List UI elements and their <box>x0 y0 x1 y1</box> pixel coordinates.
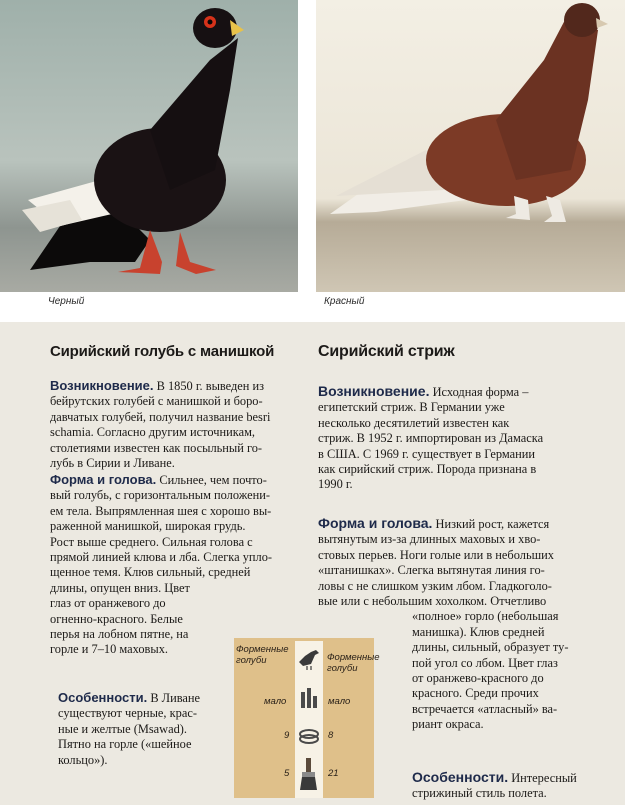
right-form-line: «полное» горло (небольшая <box>412 609 559 624</box>
right-origin-line: египетский стриж. В Германии уже <box>318 400 505 415</box>
left-form-label: Форма и голова. <box>50 472 157 487</box>
tower-icon <box>301 688 317 708</box>
left-origin-line: столетиями известен как посыльный го- <box>50 440 263 455</box>
left-form-line: ем тела. Выпрямленная шея с хорошо вы- <box>50 503 272 518</box>
right-origin-label: Возникновение. <box>318 383 430 399</box>
right-form-line: длины, сильный, образует ту- <box>412 640 569 655</box>
right-form-line: красного. Среди прочих <box>412 686 539 701</box>
right-features-line: Интересный <box>508 771 577 785</box>
black-pigeon-photo <box>0 0 298 292</box>
left-origin-line: давчатых голубей, получил название besri <box>50 409 271 424</box>
brush-icon <box>300 758 317 790</box>
right-features-label: Особенности. <box>412 769 509 785</box>
left-origin-label: Возникновение. <box>50 378 154 393</box>
box-right-label: Форменные голуби <box>327 652 380 674</box>
right-form-line: риант окраса. <box>412 717 484 732</box>
right-form-line: пой угол со лбом. Цвет глаз <box>412 655 558 670</box>
left-form-line: перья на лобном пятне, на <box>50 627 189 642</box>
box-row-right: 21 <box>328 768 339 779</box>
left-features-line: кольцо»). <box>58 752 108 767</box>
box-left-label: Форменные голуби <box>236 644 289 666</box>
left-form-line: огненно-красного. Белые <box>50 611 183 626</box>
left-form-line: Рост выше среднего. Сильная голова с <box>50 534 253 549</box>
left-form-line: прямой линией клюва и лба. Слегка упло- <box>50 550 273 565</box>
left-form-line: Сильнее, чем почто- <box>156 473 267 487</box>
right-origin-line: 1990 г. <box>318 477 353 492</box>
left-origin-line: бейрутских голубей с манишкой и боро- <box>50 394 263 409</box>
left-form-section <box>50 472 300 658</box>
left-form-line: щенное темя. Клюв сильный, средней <box>50 565 251 580</box>
black-pigeon-illustration <box>0 0 298 292</box>
left-form-line: длины, опущен вниз. Цвет <box>50 580 190 595</box>
right-form-line: от оранжево-красного до <box>412 671 544 686</box>
box-row-left: мало <box>264 696 287 707</box>
right-origin-line: несколько десятилетий известен как <box>318 415 510 430</box>
right-form-line: встречается «атласный» ва- <box>412 701 558 716</box>
right-origin-line: Исходная форма – <box>429 385 529 399</box>
left-form-line: вый голубь, с горизонтальным положени- <box>50 488 271 503</box>
right-origin-line: стриж. В 1952 г. импортирован из Дамаска <box>318 431 544 446</box>
right-form-line: стовых перьев. Ноги голые или в небольших <box>318 547 554 562</box>
breed-info-box <box>234 638 380 798</box>
left-origin-line: лубь в Сирии и Ливане. <box>50 456 175 471</box>
photo-gutter <box>298 0 316 322</box>
pigeon-icon <box>299 650 319 670</box>
right-form-line: «штанишках». Слегка вытянутая линия го- <box>318 563 545 578</box>
left-origin-section <box>50 378 300 471</box>
right-form-line: ловы с не слишком узким лбом. Гладкоголо- <box>318 578 552 593</box>
right-origin-section <box>318 384 608 493</box>
left-features-line: Пятно на горле («шейное <box>58 737 192 752</box>
left-features-line: существуют черные, крас- <box>58 706 197 721</box>
caption-black: Черный <box>48 296 85 307</box>
right-article-title: Сирийский стриж <box>318 343 455 360</box>
right-features-section <box>412 770 612 802</box>
box-row-right: мало <box>328 696 351 707</box>
caption-bar-left <box>0 292 298 322</box>
left-form-line: глаз от оранжевого до <box>50 596 166 611</box>
box-row-left: 9 <box>284 730 290 741</box>
red-pigeon-photo <box>316 0 625 292</box>
right-form-line: манишка). Клюв средней <box>412 624 545 639</box>
left-features-label: Особенности. <box>58 690 148 705</box>
left-features-section <box>58 690 228 768</box>
left-features-line: В Ливане <box>147 691 201 705</box>
left-article-title: Сирийский голубь с манишкой <box>50 343 275 360</box>
left-origin-line: В 1850 г. выведен из <box>153 379 265 393</box>
red-pigeon-illustration <box>316 0 625 292</box>
box-row-right: 8 <box>328 730 334 741</box>
right-form-label: Форма и голова. <box>318 515 433 531</box>
right-features-line: стрижиный стиль полета. <box>412 786 547 801</box>
caption-red: Красный <box>324 296 365 307</box>
box-row-left: 5 <box>284 768 290 779</box>
box-icons <box>297 642 321 794</box>
left-form-line: горле и 7–10 маховых. <box>50 642 169 657</box>
ring-icon <box>300 730 318 743</box>
left-form-line: раженной манишкой, широкая грудь. <box>50 519 246 534</box>
right-form-line: Низкий рост, кажется <box>432 517 550 531</box>
right-origin-line: в США. С 1969 г. существует в Германии <box>318 446 536 461</box>
right-form-line: вые или с небольшим хохолком. Отчетливо <box>318 594 547 609</box>
left-origin-line: schamia. Согласно другим источникам, <box>50 425 256 440</box>
right-form-line: вытянутым из-за длинных маховых и хво- <box>318 532 541 547</box>
right-origin-line: как сирийский стриж. Порода признана в <box>318 462 537 477</box>
left-features-line: ные и желтые (Msawad). <box>58 721 188 736</box>
